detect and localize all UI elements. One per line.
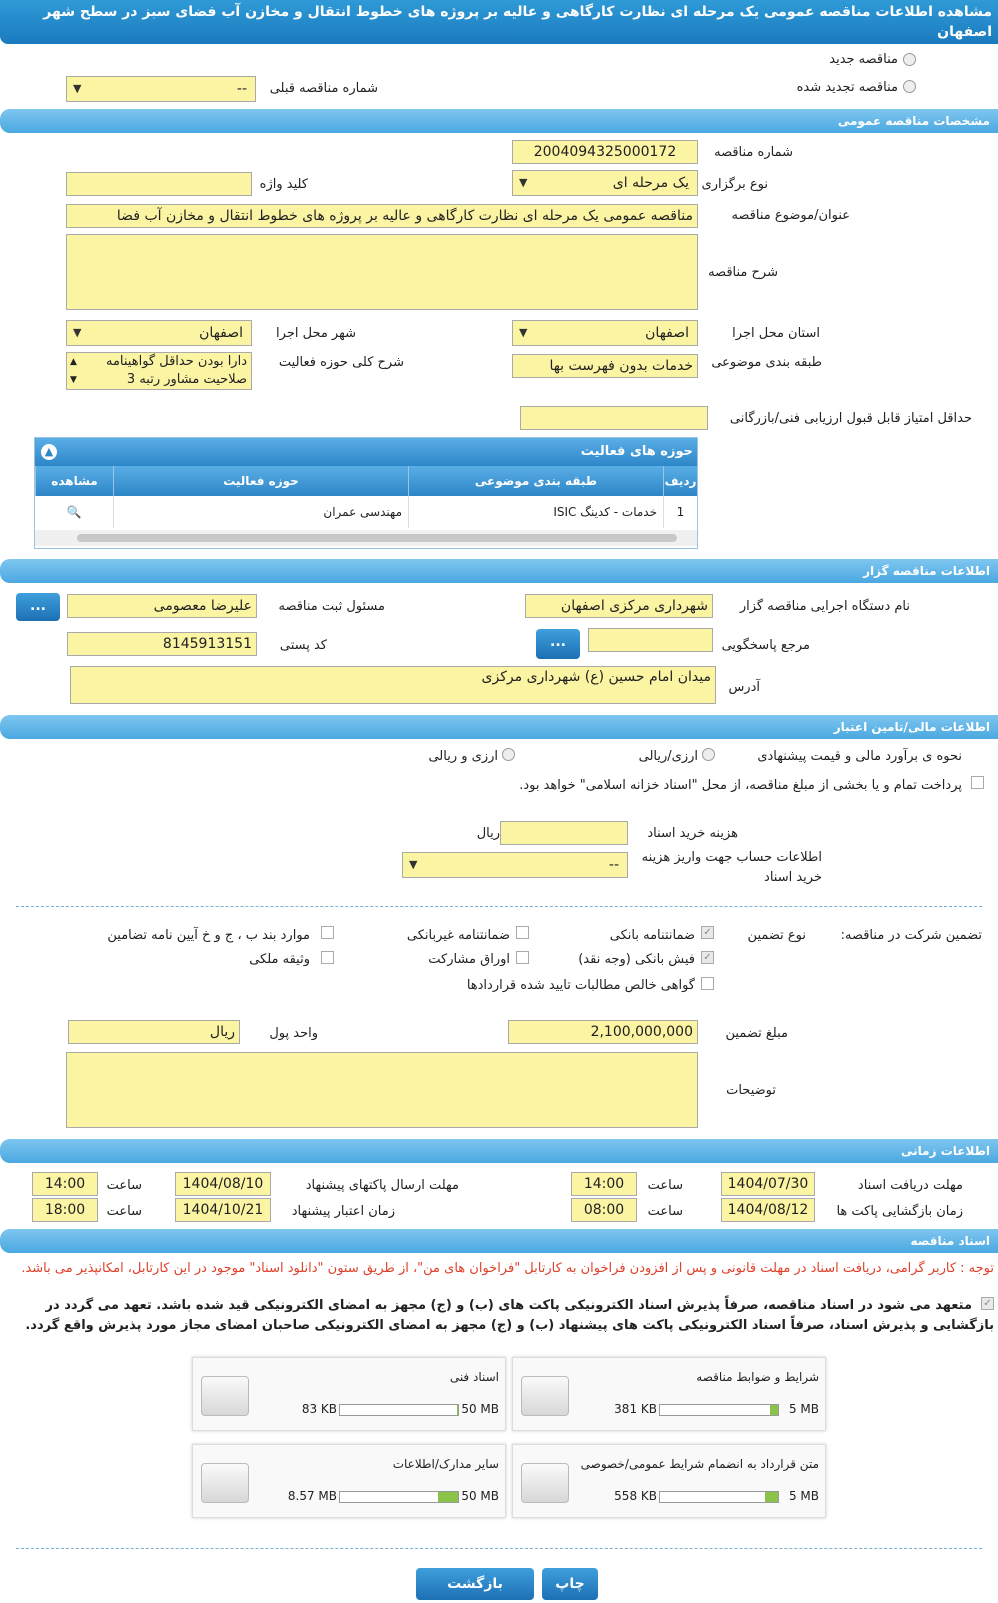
section-organizer-header: اطلاعات مناقصه گزار <box>0 559 998 583</box>
view-icon[interactable]: 🔍 <box>66 505 82 519</box>
prev-tender-select[interactable]: -- ▼ <box>66 76 256 102</box>
ref-field <box>588 628 713 652</box>
account-label: اطلاعات حساب جهت واریز هزینه خرید اسناد <box>641 850 822 885</box>
doc-name: متن قرارداد به انضمام شرایط عمومی/خصوصی <box>580 1457 819 1471</box>
address-label: آدرس <box>728 680 760 695</box>
keyword-field[interactable] <box>66 172 252 196</box>
doc-progress <box>339 1491 459 1503</box>
open-label: زمان بازگشایی پاکت ها <box>836 1204 963 1219</box>
bonds-label: اوراق مشارکت <box>428 952 510 967</box>
send-label: مهلت ارسال پاکتهای پیشنهاد <box>305 1178 459 1193</box>
ref-label: مرجع پاسخگویی <box>721 638 810 653</box>
bonds-checkbox[interactable] <box>516 951 529 964</box>
col-category: طبقه بندی موضوعی <box>408 466 663 496</box>
section-docs-header: اسناد مناقصه <box>0 1229 998 1253</box>
property-checkbox[interactable] <box>321 951 334 964</box>
nonbank-guarantee-checkbox[interactable] <box>516 926 529 939</box>
doc-progress-fill <box>765 1492 778 1502</box>
type-select[interactable]: یک مرحله ای ▼ <box>512 170 698 196</box>
bank-guarantee-label: ضمانتنامه بانکی <box>609 928 695 943</box>
receive-hour-label: ساعت <box>647 1178 683 1193</box>
province-select[interactable]: اصفهان ▼ <box>512 320 698 346</box>
folder-icon <box>201 1463 249 1503</box>
org-label: نام دستگاه اجرایی مناقصه گزار <box>739 599 910 614</box>
col-view: مشاهده <box>35 466 113 496</box>
table-row <box>35 496 697 528</box>
divider <box>16 906 982 907</box>
collapse-icon[interactable]: ▲ <box>41 444 57 460</box>
scrollbar-thumb[interactable] <box>77 534 677 542</box>
new-tender-radio[interactable] <box>903 53 916 66</box>
doc-name: شرایط و ضوابط مناقصه <box>696 1370 819 1384</box>
docs-note: توجه : کاربر گرامی، دریافت اسناد در مهلت قانونی و پس از افزودن فراخوان به کارتابل "فراخوان های من"، از طریق ستون "دانلود اسناد" موجود در این کارتابل، امکانپذیر می باشد. <box>21 1261 994 1276</box>
person-field: علیرضا معصومی <box>67 594 257 618</box>
row-category: خدمات - کدینگ ISIC <box>408 496 663 528</box>
valid-time: 18:00 <box>32 1198 98 1222</box>
doc-size: 8.57 MB <box>287 1489 337 1503</box>
doc-progress-fill <box>438 1492 458 1502</box>
notes-label: توضیحات <box>726 1083 776 1098</box>
print-button[interactable]: چاپ <box>542 1568 598 1600</box>
estimate-label: نحوه ی برآورد مالی و قیمت پیشنهادی <box>757 749 962 764</box>
valid-date: 1404/10/21 <box>175 1198 271 1222</box>
estimate-radio-2[interactable] <box>502 748 515 761</box>
open-time: 08:00 <box>571 1198 637 1222</box>
estimate-option-1: ارزی/ریالی <box>638 749 698 764</box>
valid-hour-label: ساعت <box>106 1204 142 1219</box>
participate-label: تضمین شرکت در مناقصه: <box>840 928 982 943</box>
category-field: خدمات بدون فهرست بها <box>512 354 698 378</box>
subject-label: عنوان/موضوع مناقصه <box>731 208 850 223</box>
send-hour-label: ساعت <box>106 1178 142 1193</box>
postal-field: 8145913151 <box>67 632 257 656</box>
amount-label: مبلغ تضمین <box>725 1026 788 1041</box>
address-field: میدان امام حسین (ع) شهرداری مرکزی <box>70 666 716 704</box>
org-field: شهرداری مرکزی اصفهان <box>525 594 713 618</box>
back-button[interactable]: بازگشت <box>416 1568 534 1600</box>
city-select[interactable]: اصفهان ▼ <box>66 320 252 346</box>
tender-number-label: شماره مناقصه <box>714 145 793 160</box>
currency-field: ریال <box>68 1020 240 1044</box>
doc-progress <box>659 1491 779 1503</box>
row-index: 1 <box>663 496 697 528</box>
description-label: شرح مناقصه <box>708 265 778 280</box>
horizontal-scrollbar[interactable] <box>35 530 697 546</box>
chevron-down-icon: ▼ <box>519 176 528 189</box>
claims-checkbox[interactable] <box>701 977 714 990</box>
doc-max: 5 MB <box>788 1489 819 1503</box>
page-title: مشاهده اطلاعات مناقصه عمومی یک مرحله ای نظارت کارگاهی و عالیه بر پروژه های خطوط انتقال و مخازن آب فضای سبز در سطح شهر اصفهان <box>0 0 998 44</box>
category-label: طبقه بندی موضوعی <box>711 355 822 370</box>
type-label: نوع برگزاری <box>701 177 768 192</box>
city-label: شهر محل اجرا <box>276 326 356 341</box>
regulation-label: موارد بند ب ، ج و خ آیین نامه تضامین <box>107 928 310 943</box>
valid-label: زمان اعتبار پیشنهاد <box>291 1204 395 1219</box>
min-score-label: حداقل امتیاز قابل قبول ارزیابی فنی/بازرگانی <box>729 411 972 426</box>
doc-max: 50 MB <box>461 1402 499 1416</box>
doc-progress <box>339 1404 459 1416</box>
col-index: ردیف <box>663 466 697 496</box>
doc-progress <box>659 1404 779 1416</box>
doc-name: اسناد فنی <box>449 1370 499 1384</box>
province-label: استان محل اجرا <box>732 326 820 341</box>
person-lookup-button[interactable]: ... <box>16 593 60 621</box>
open-date: 1404/08/12 <box>721 1198 815 1222</box>
bank-guarantee-checkbox[interactable]: ✓ <box>701 926 714 939</box>
doc-card-other[interactable] <box>192 1444 506 1518</box>
person-label: مسئول ثبت مناقصه <box>278 599 385 614</box>
subject-field[interactable]: مناقصه عمومی یک مرحله ای نظارت کارگاهی و عالیه بر پروژه های خطوط انتقال و مخازن آب فضا <box>66 204 698 228</box>
doc-name: سایر مدارک/اطلاعات <box>392 1457 499 1471</box>
receive-date: 1404/07/30 <box>721 1172 815 1196</box>
min-score-field <box>520 406 708 430</box>
divider <box>16 1548 982 1549</box>
chevron-down-icon: ▼ <box>519 326 528 339</box>
claims-label: گواهی خالص مطالبات تایید شده قراردادها <box>466 978 695 993</box>
treasury-text: پرداخت تمام و یا بخشی از مبلغ مناقصه، از محل "اسناد خزانه اسلامی" خواهد بود. <box>519 778 962 793</box>
ref-lookup-button[interactable]: ... <box>536 629 580 659</box>
row-field: مهندسی عمران <box>113 496 408 528</box>
doc-card-contract[interactable] <box>512 1444 826 1518</box>
cash-receipt-label: فیش بانکی (وجه نقد) <box>578 952 695 967</box>
new-tender-label: مناقصه جدید <box>829 52 898 67</box>
description-field[interactable] <box>66 234 698 310</box>
commit-text: متعهد می شود در اسناد مناقصه، صرفاً پذیرش اسناد الکترونیکی پاکت های (ب) و (ج) مجهز به امضای الکترونیکی قید شده باشد. تعهد می گردد در بازگشایی و پذیرش اسناد، صرفاً اسناد الکترونیکی پاکت های پیشنهاد (ب) و (ج) مجهز به امضای الکترونیکی صاحبان امضای مجاز مورد پذیرش واقع گردد. <box>25 1298 994 1333</box>
estimate-radio-1[interactable] <box>702 748 715 761</box>
prev-tender-label: شماره مناقصه قبلی <box>269 81 378 96</box>
section-general-header: مشخصات مناقصه عمومی <box>0 109 998 133</box>
folder-icon <box>521 1376 569 1416</box>
doc-progress-fill <box>770 1405 778 1415</box>
activity-grid <box>34 437 698 549</box>
notes-field <box>66 1052 698 1128</box>
chevron-down-icon: ▼ <box>409 858 418 871</box>
scroll-arrows-icon[interactable]: ▲ ▼ <box>70 357 77 385</box>
activity-grid-title: حوزه های فعالیت ▲ <box>35 438 697 466</box>
treasury-checkbox[interactable] <box>971 776 984 789</box>
guarantee-type-label: نوع تضمین <box>747 928 806 943</box>
estimate-option-2: ارزی و ریالی <box>428 749 498 764</box>
amount-field: 2,100,000,000 <box>508 1020 698 1044</box>
doc-card-technical[interactable] <box>192 1357 506 1431</box>
folder-icon <box>201 1376 249 1416</box>
doc-size: 83 KB <box>301 1402 337 1416</box>
keyword-label: کلید واژه <box>259 177 308 192</box>
activity-label: شرح کلی حوزه فعالیت <box>278 355 404 370</box>
doc-cost-unit: ریال <box>476 826 500 841</box>
chevron-down-icon: ▼ <box>73 82 82 95</box>
doc-max: 5 MB <box>788 1402 819 1416</box>
send-date: 1404/08/10 <box>175 1172 271 1196</box>
col-field: حوزه فعالیت <box>113 466 408 496</box>
open-hour-label: ساعت <box>647 1204 683 1219</box>
postal-label: کد پستی <box>279 638 327 653</box>
chevron-down-icon: ▼ <box>73 326 82 339</box>
section-time-header: اطلاعات زمانی <box>0 1139 998 1163</box>
doc-max: 50 MB <box>461 1489 499 1503</box>
doc-size: 558 KB <box>614 1489 657 1503</box>
doc-cost-field <box>500 821 628 845</box>
renewed-tender-radio[interactable] <box>903 80 916 93</box>
regulation-checkbox[interactable] <box>321 926 334 939</box>
folder-icon <box>521 1463 569 1503</box>
doc-size: 381 KB <box>614 1402 657 1416</box>
receive-label: مهلت دریافت اسناد <box>857 1178 963 1193</box>
tender-number-field: 2004094325000172 <box>512 140 698 164</box>
section-finance-header: اطلاعات مالی/تامین اعتبار <box>0 715 998 739</box>
send-time: 14:00 <box>32 1172 98 1196</box>
doc-progress-fill <box>457 1405 458 1415</box>
nonbank-guarantee-label: ضمانتنامه غیربانکی <box>406 928 510 943</box>
currency-label: واحد پول <box>269 1026 318 1041</box>
doc-card-terms[interactable] <box>512 1357 826 1431</box>
property-label: وثیقه ملکی <box>249 952 310 967</box>
cash-receipt-checkbox[interactable]: ✓ <box>701 951 714 964</box>
receive-time: 14:00 <box>571 1172 637 1196</box>
commit-checkbox[interactable]: ✓ <box>981 1297 994 1310</box>
activity-field: دارا بودن حداقل گواهینامه صلاحیت مشاور رتبه 3 ▲ ▼ <box>66 352 252 390</box>
account-select[interactable]: -- ▼ <box>402 852 628 878</box>
doc-cost-label: هزینه خرید اسناد <box>647 826 738 841</box>
renewed-tender-label: مناقصه تجدید شده <box>796 80 898 95</box>
